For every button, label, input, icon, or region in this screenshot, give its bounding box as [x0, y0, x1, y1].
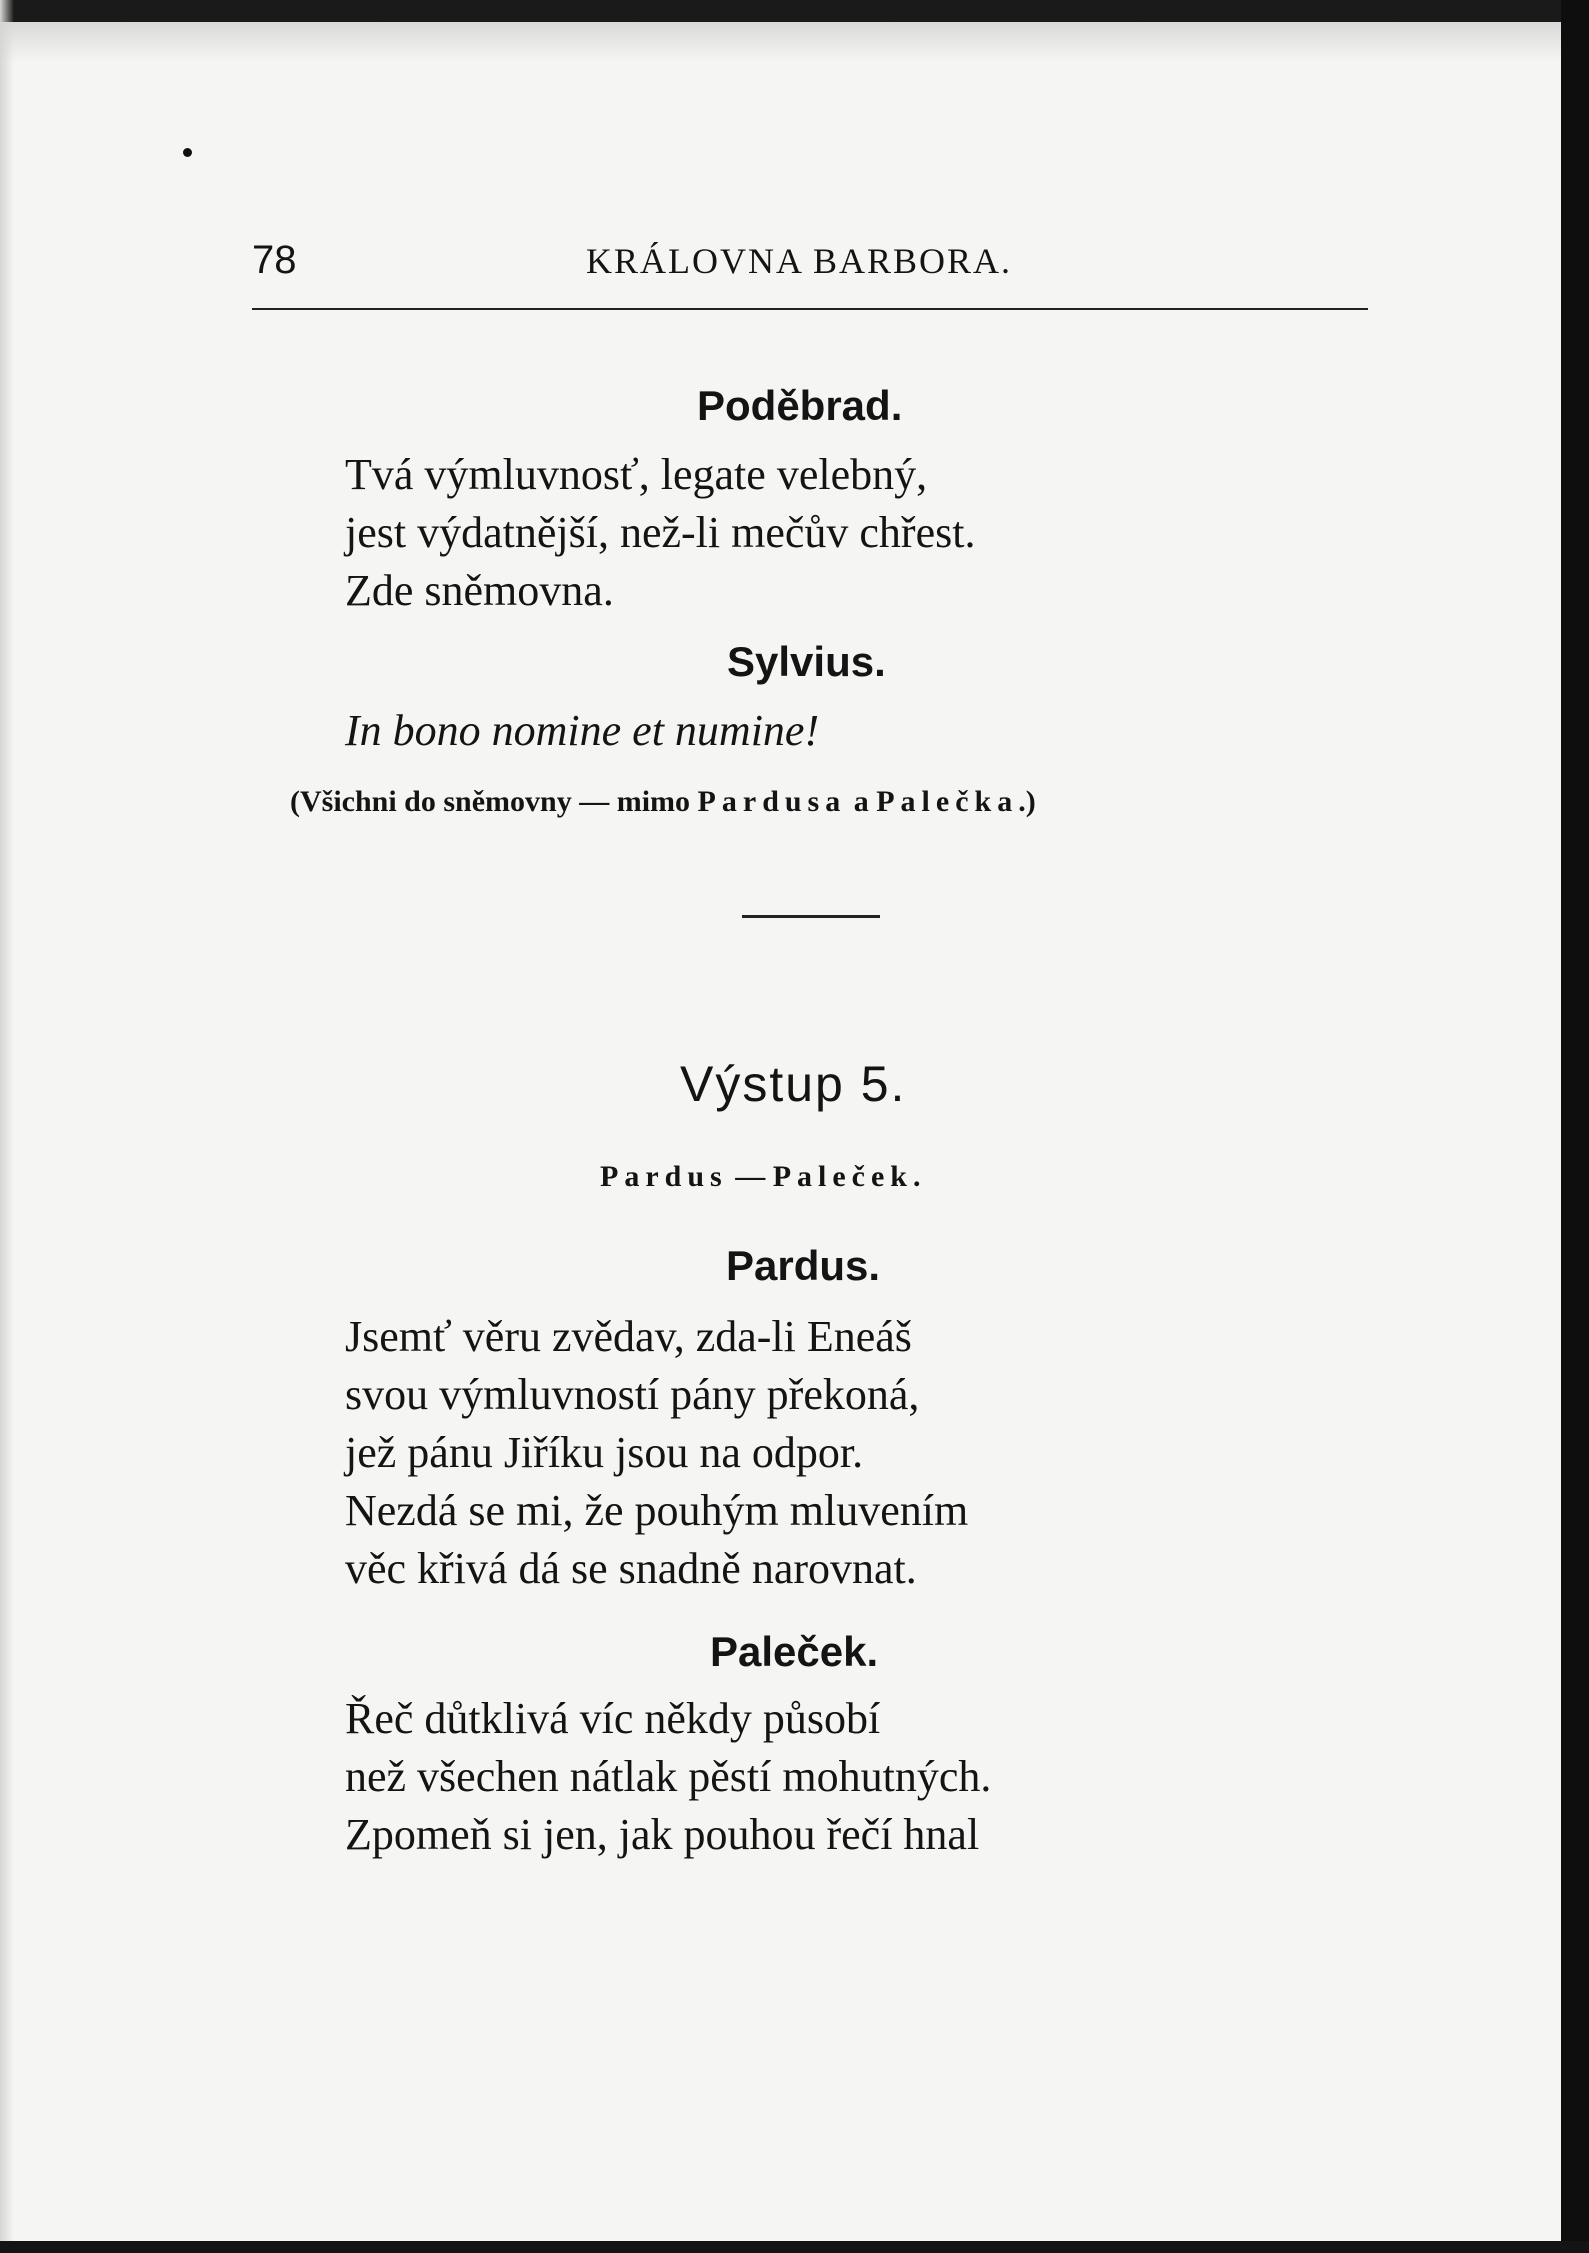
stage-close: .)	[1018, 785, 1036, 818]
verse-line: než všechen nátlak pěstí mohutných.	[345, 1752, 992, 1801]
verse-line: svou výmluvností pány překoná,	[345, 1370, 920, 1419]
scan-edge-top	[0, 0, 1589, 22]
stage-open: (Všichni do sněmovny — mimo	[290, 785, 698, 818]
scan-edge-right	[1561, 0, 1589, 2253]
running-title: KRÁLOVNA BARBORA.	[586, 241, 1013, 281]
stage-name-pardusa: Pardusa	[697, 785, 847, 818]
verse-line: Řeč důtklivá víc někdy působí	[345, 1694, 881, 1743]
speaker-sylvius: Sylvius.	[727, 638, 886, 685]
stage-direction	[290, 785, 1036, 819]
scene-title: Výstup 5.	[680, 1056, 907, 1112]
verse-palecek	[345, 1690, 991, 1864]
stage-middle: a	[846, 785, 877, 818]
verse-pardus	[345, 1308, 968, 1598]
verse-line: jež pánu Jiříku jsou na odpor.	[345, 1428, 864, 1477]
stage-name-palecka: Palečka	[876, 785, 1019, 818]
scan-edge-bottom	[0, 2241, 1589, 2253]
verse-line: Jsemť věru zvědav, zda-li Eneáš	[345, 1312, 912, 1361]
section-separator	[742, 915, 880, 918]
character-dash: —	[727, 1160, 773, 1193]
header-rule	[252, 308, 1368, 310]
verse-line: Tvá výmluvnosť, legate velebný,	[345, 450, 928, 499]
page-number: 78	[252, 238, 297, 282]
latin-line: In bono nomine et numine!	[345, 706, 820, 755]
verse-podebrad	[345, 446, 975, 620]
ink-dot	[183, 148, 192, 157]
scan-shadow-left	[0, 0, 14, 2253]
verse-line: jest výdatnější, než-li mečův chřest.	[345, 508, 976, 557]
scene-characters	[600, 1160, 926, 1194]
character-palecek: Paleček.	[772, 1160, 927, 1193]
speaker-podebrad: Poděbrad.	[697, 382, 903, 429]
character-pardus: Pardus	[600, 1160, 728, 1193]
verse-line: Zpomeň si jen, jak pouhou řečí hnal	[345, 1810, 980, 1859]
verse-line: věc křivá dá se snadně narovnat.	[345, 1544, 917, 1593]
verse-line: Nezdá se mi, že pouhým mluvením	[345, 1486, 969, 1535]
verse-line: Zde sněmovna.	[345, 566, 614, 615]
speaker-pardus: Pardus.	[726, 1242, 881, 1289]
speaker-palecek: Paleček.	[710, 1628, 879, 1675]
scan-shadow-top	[0, 22, 1589, 62]
